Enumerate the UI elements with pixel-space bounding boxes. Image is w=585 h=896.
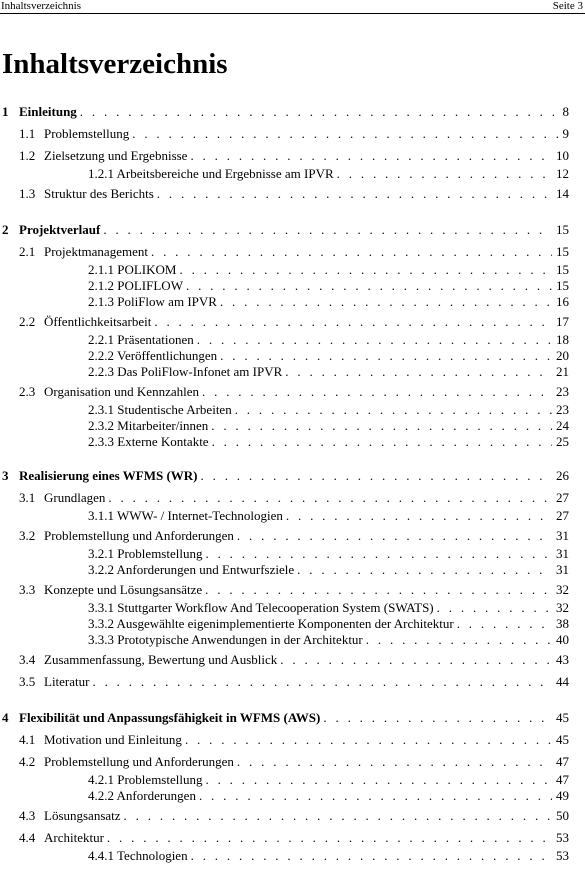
toc-entry-label: Architektur [44, 830, 104, 845]
toc-entry-number: 3.1 [19, 490, 36, 505]
toc-page-number: 27 [556, 508, 569, 523]
toc-section[interactable] [0, 380, 585, 402]
chapter-spacer [0, 450, 585, 464]
toc-entry-line [19, 468, 569, 483]
toc-page-number: 14 [556, 186, 569, 201]
header-page-number: Seite 3 [552, 0, 583, 12]
toc-dot-leader [234, 754, 552, 769]
toc-page-number: 31 [556, 546, 569, 561]
toc-page-number: 10 [556, 148, 569, 163]
toc-entry-line [44, 490, 569, 505]
toc-entry-number: 1.3 [19, 186, 36, 201]
toc-entry-line [88, 262, 569, 277]
toc-entry-number: 2.2 [19, 314, 36, 329]
toc-entry-label: Realisierung eines WFMS (WR) [19, 468, 198, 483]
toc-entry-number: 2 [2, 222, 9, 237]
toc-dot-leader [198, 468, 553, 483]
toc-subsection[interactable] [0, 546, 585, 562]
toc-entry-line [88, 546, 569, 561]
toc-entry-line [88, 278, 569, 293]
toc-entry-line [88, 418, 569, 433]
toc-entry-line [44, 384, 569, 399]
running-header [0, 0, 585, 14]
toc-section[interactable] [0, 310, 585, 332]
toc-page-number: 44 [556, 674, 569, 689]
toc-dot-leader [104, 830, 552, 845]
toc-section[interactable] [0, 122, 585, 144]
toc-page-number: 21 [556, 364, 569, 379]
toc-entry-label: Zusammenfassung, Bewertung und Ausblick [44, 652, 278, 667]
toc-subsection[interactable] [0, 364, 585, 380]
toc-dot-leader [121, 808, 552, 823]
toc-entry-label: 3.3.3 Prototypische Anwendungen in der Architektur [88, 632, 363, 647]
toc-entry-label: Literatur [44, 674, 90, 689]
toc-entry-line [88, 562, 569, 577]
toc-dot-leader [217, 348, 552, 363]
toc-entry-label: 4.2.2 Anforderungen [88, 788, 196, 803]
toc-page-number: 26 [556, 468, 569, 483]
toc-dot-leader [105, 490, 552, 505]
toc-page-number: 24 [556, 418, 569, 433]
toc-entry-number: 1.1 [19, 126, 36, 141]
toc-section[interactable] [0, 486, 585, 508]
toc-entry-label: 2.3.3 Externe Kontakte [88, 434, 209, 449]
toc-page-number: 15 [556, 222, 569, 237]
toc-entry-line [44, 244, 569, 259]
toc-entry-line [88, 848, 569, 863]
toc-page-number: 9 [562, 126, 569, 141]
toc-subsection[interactable] [0, 166, 585, 182]
header-section-title: Inhaltsverzeichnis [1, 0, 82, 12]
toc-entry-label: 2.3.2 Mitarbeiter/innen [88, 418, 209, 433]
toc-entry-label: 3.2.1 Problemstellung [88, 546, 203, 561]
toc-entry-number: 4.1 [19, 732, 36, 747]
toc-entry-number: 3.3 [19, 582, 36, 597]
toc-entry-label: 3.2.2 Anforderungen und Entwurfsziele [88, 562, 295, 577]
toc-page-number: 31 [556, 562, 569, 577]
toc-entry-line [44, 754, 569, 769]
toc-section[interactable] [0, 804, 585, 826]
toc-dot-leader [283, 508, 552, 523]
toc-page-number: 50 [556, 808, 569, 823]
toc-entry-line [88, 348, 569, 363]
toc-entry-line [44, 582, 569, 597]
toc-dot-leader [199, 384, 552, 399]
toc-entry-label: 2.2.1 Präsentationen [88, 332, 194, 347]
toc-subsection[interactable] [0, 294, 585, 310]
toc-page-number: 40 [556, 632, 569, 647]
toc-dot-leader [277, 652, 552, 667]
toc-entry-line [88, 402, 569, 417]
toc-dot-leader [129, 126, 558, 141]
toc-section[interactable] [0, 240, 585, 262]
toc-subsection[interactable] [0, 508, 585, 524]
toc-entry-line [88, 772, 569, 787]
toc-chapter[interactable] [0, 100, 585, 122]
toc-page-number: 15 [556, 262, 569, 277]
toc-entry-line [88, 166, 569, 181]
toc-page-number: 45 [556, 732, 569, 747]
toc-page-number: 27 [556, 490, 569, 505]
toc-entry-line [19, 104, 569, 119]
toc-page-number: 15 [556, 244, 569, 259]
toc-entry-line [44, 808, 569, 823]
toc-page-number: 20 [556, 348, 569, 363]
toc-dot-leader [151, 314, 552, 329]
toc-entry-line [19, 710, 569, 725]
toc-page-number: 49 [556, 788, 569, 803]
toc-section[interactable] [0, 670, 585, 692]
toc-page-number: 18 [556, 332, 569, 347]
toc-dot-leader [176, 262, 552, 277]
toc-dot-leader [294, 562, 552, 577]
toc-entry-line [44, 528, 569, 543]
toc-entry-line [44, 186, 569, 201]
toc-entry-label: 2.2.2 Veröffentlichungen [88, 348, 218, 363]
toc-page-number: 45 [556, 710, 569, 725]
toc-dot-leader [282, 364, 552, 379]
toc-subsection[interactable] [0, 616, 585, 632]
toc-subsection[interactable] [0, 632, 585, 648]
toc-entry-label: Problemstellung und Anforderungen [44, 754, 234, 769]
toc-entry-number: 2.1 [19, 244, 36, 259]
toc-entry-number: 3.2 [19, 528, 36, 543]
toc-entry-line [88, 294, 569, 309]
toc-entry-line [44, 126, 569, 141]
toc-page-number: 53 [556, 848, 569, 863]
toc-page-number: 53 [556, 830, 569, 845]
toc-entry-label: Öffentlichkeitsarbeit [44, 314, 152, 329]
toc-subsection[interactable] [0, 278, 585, 294]
toc-page-number: 47 [556, 754, 569, 769]
toc-page-number: 47 [556, 772, 569, 787]
toc-dot-leader [320, 710, 552, 725]
toc-entry-label: 2.1.3 PoliFlow am IPVR [88, 294, 217, 309]
toc-subsection[interactable] [0, 262, 585, 278]
toc-page-number: 32 [556, 582, 569, 597]
toc-entry-label: Projektverlauf [19, 222, 101, 237]
toc-dot-leader [196, 788, 552, 803]
toc-subsection[interactable] [0, 848, 585, 864]
toc-section[interactable] [0, 750, 585, 772]
toc-entry-label: 2.2.3 Das PoliFlow-Infonet am IPVR [88, 364, 283, 379]
toc-entry-line [44, 674, 569, 689]
toc-section[interactable] [0, 578, 585, 600]
table-of-contents [0, 100, 585, 864]
toc-entry-label: 2.3.1 Studentische Arbeiten [88, 402, 232, 417]
toc-entry-number: 1.2 [19, 148, 36, 163]
toc-page-number: 31 [556, 528, 569, 543]
toc-subsection[interactable] [0, 562, 585, 578]
toc-entry-line [44, 314, 569, 329]
toc-chapter[interactable] [0, 706, 585, 728]
toc-entry-number: 3 [2, 468, 9, 483]
toc-dot-leader [363, 632, 552, 647]
toc-entry-line [88, 632, 569, 647]
toc-dot-leader [148, 244, 552, 259]
toc-entry-label: Problemstellung [44, 126, 130, 141]
toc-subsection[interactable] [0, 600, 585, 616]
toc-subsection[interactable] [0, 332, 585, 348]
toc-entry-label: Organisation und Kennzahlen [44, 384, 199, 399]
toc-dot-leader [209, 434, 552, 449]
toc-subsection[interactable] [0, 772, 585, 788]
toc-entry-label: Grundlagen [44, 490, 106, 505]
toc-entry-line [88, 616, 569, 631]
toc-entry-number: 1 [2, 104, 9, 119]
toc-entry-line [19, 222, 569, 237]
toc-entry-line [88, 508, 569, 523]
toc-page-number: 23 [556, 384, 569, 399]
header-rule [0, 13, 585, 14]
toc-subsection[interactable] [0, 788, 585, 804]
toc-subsection[interactable] [0, 348, 585, 364]
toc-section[interactable] [0, 648, 585, 670]
toc-entry-number: 4.3 [19, 808, 36, 823]
toc-dot-leader [188, 848, 552, 863]
toc-entry-line [88, 600, 569, 615]
toc-page-number: 38 [556, 616, 569, 631]
toc-entry-number: 3.5 [19, 674, 36, 689]
toc-page-number: 43 [556, 652, 569, 667]
toc-dot-leader [434, 600, 552, 615]
toc-page-number: 25 [556, 434, 569, 449]
toc-entry-label: 2.1.2 POLIFLOW [88, 278, 183, 293]
toc-chapter[interactable] [0, 218, 585, 240]
toc-entry-label: Lösungsansatz [44, 808, 121, 823]
toc-dot-leader [202, 772, 552, 787]
toc-page-number: 16 [556, 294, 569, 309]
toc-dot-leader [183, 278, 552, 293]
toc-entry-label: Motivation und Einleitung [44, 732, 182, 747]
toc-dot-leader [234, 528, 552, 543]
toc-dot-leader [182, 732, 552, 747]
chapter-spacer [0, 204, 585, 218]
toc-entry-label: Konzepte und Lösungsansätze [44, 582, 203, 597]
toc-entry-number: 2.3 [19, 384, 36, 399]
toc-dot-leader [77, 104, 559, 119]
toc-entry-label: 3.3.1 Stuttgarter Workflow And Telecooperation System (SWATS) [88, 600, 434, 615]
toc-entry-label: 1.2.1 Arbeitsbereiche und Ergebnisse am IPVR [88, 166, 334, 181]
toc-section[interactable] [0, 826, 585, 848]
toc-entry-line [44, 652, 569, 667]
toc-dot-leader [202, 546, 552, 561]
toc-subsection[interactable] [0, 418, 585, 434]
toc-entry-label: Einleitung [19, 104, 77, 119]
toc-entry-label: 3.3.2 Ausgewählte eigenimplementierte Komponenten der Architektur [88, 616, 454, 631]
toc-entry-label: Zielsetzung und Ergebnisse [44, 148, 188, 163]
toc-dot-leader [217, 294, 552, 309]
toc-dot-leader [232, 402, 552, 417]
toc-dot-leader [202, 582, 552, 597]
toc-entry-line [88, 364, 569, 379]
toc-entry-label: Flexibilität und Anpassungsfähigkeit in WFMS (AWS) [19, 710, 321, 725]
toc-entry-line [88, 434, 569, 449]
toc-page-number: 32 [556, 600, 569, 615]
toc-dot-leader [334, 166, 552, 181]
toc-dot-leader [208, 418, 552, 433]
toc-page-number: 17 [556, 314, 569, 329]
toc-subsection[interactable] [0, 434, 585, 450]
toc-dot-leader [154, 186, 552, 201]
toc-page-number: 12 [556, 166, 569, 181]
toc-entry-label: Projektmanagement [44, 244, 148, 259]
toc-entry-line [44, 830, 569, 845]
toc-section[interactable] [0, 524, 585, 546]
toc-entry-number: 4.2 [19, 754, 36, 769]
toc-chapter[interactable] [0, 464, 585, 486]
toc-section[interactable] [0, 728, 585, 750]
toc-dot-leader [194, 332, 552, 347]
toc-entry-label: 4.2.1 Problemstellung [88, 772, 203, 787]
toc-entry-number: 4 [2, 710, 9, 725]
toc-entry-label: 4.4.1 Technologien [88, 848, 188, 863]
toc-entry-number: 4.4 [19, 830, 36, 845]
toc-dot-leader [100, 222, 552, 237]
toc-dot-leader [89, 674, 552, 689]
toc-entry-label: 2.1.1 POLIKOM [88, 262, 177, 277]
toc-entry-number: 3.4 [19, 652, 36, 667]
toc-page-number: 8 [562, 104, 569, 119]
toc-entry-line [44, 148, 569, 163]
toc-page-number: 23 [556, 402, 569, 417]
page-title: Inhaltsverzeichnis [2, 48, 228, 80]
toc-entry-label: Struktur des Berichts [44, 186, 154, 201]
toc-entry-line [88, 788, 569, 803]
toc-page-number: 15 [556, 278, 569, 293]
toc-section[interactable] [0, 144, 585, 166]
toc-entry-label: Problemstellung und Anforderungen [44, 528, 234, 543]
toc-dot-leader [187, 148, 552, 163]
toc-subsection[interactable] [0, 402, 585, 418]
toc-section[interactable] [0, 182, 585, 204]
chapter-spacer [0, 692, 585, 706]
toc-entry-line [44, 732, 569, 747]
toc-dot-leader [454, 616, 552, 631]
toc-entry-label: 3.1.1 WWW- / Internet-Technologien [88, 508, 283, 523]
toc-entry-line [88, 332, 569, 347]
